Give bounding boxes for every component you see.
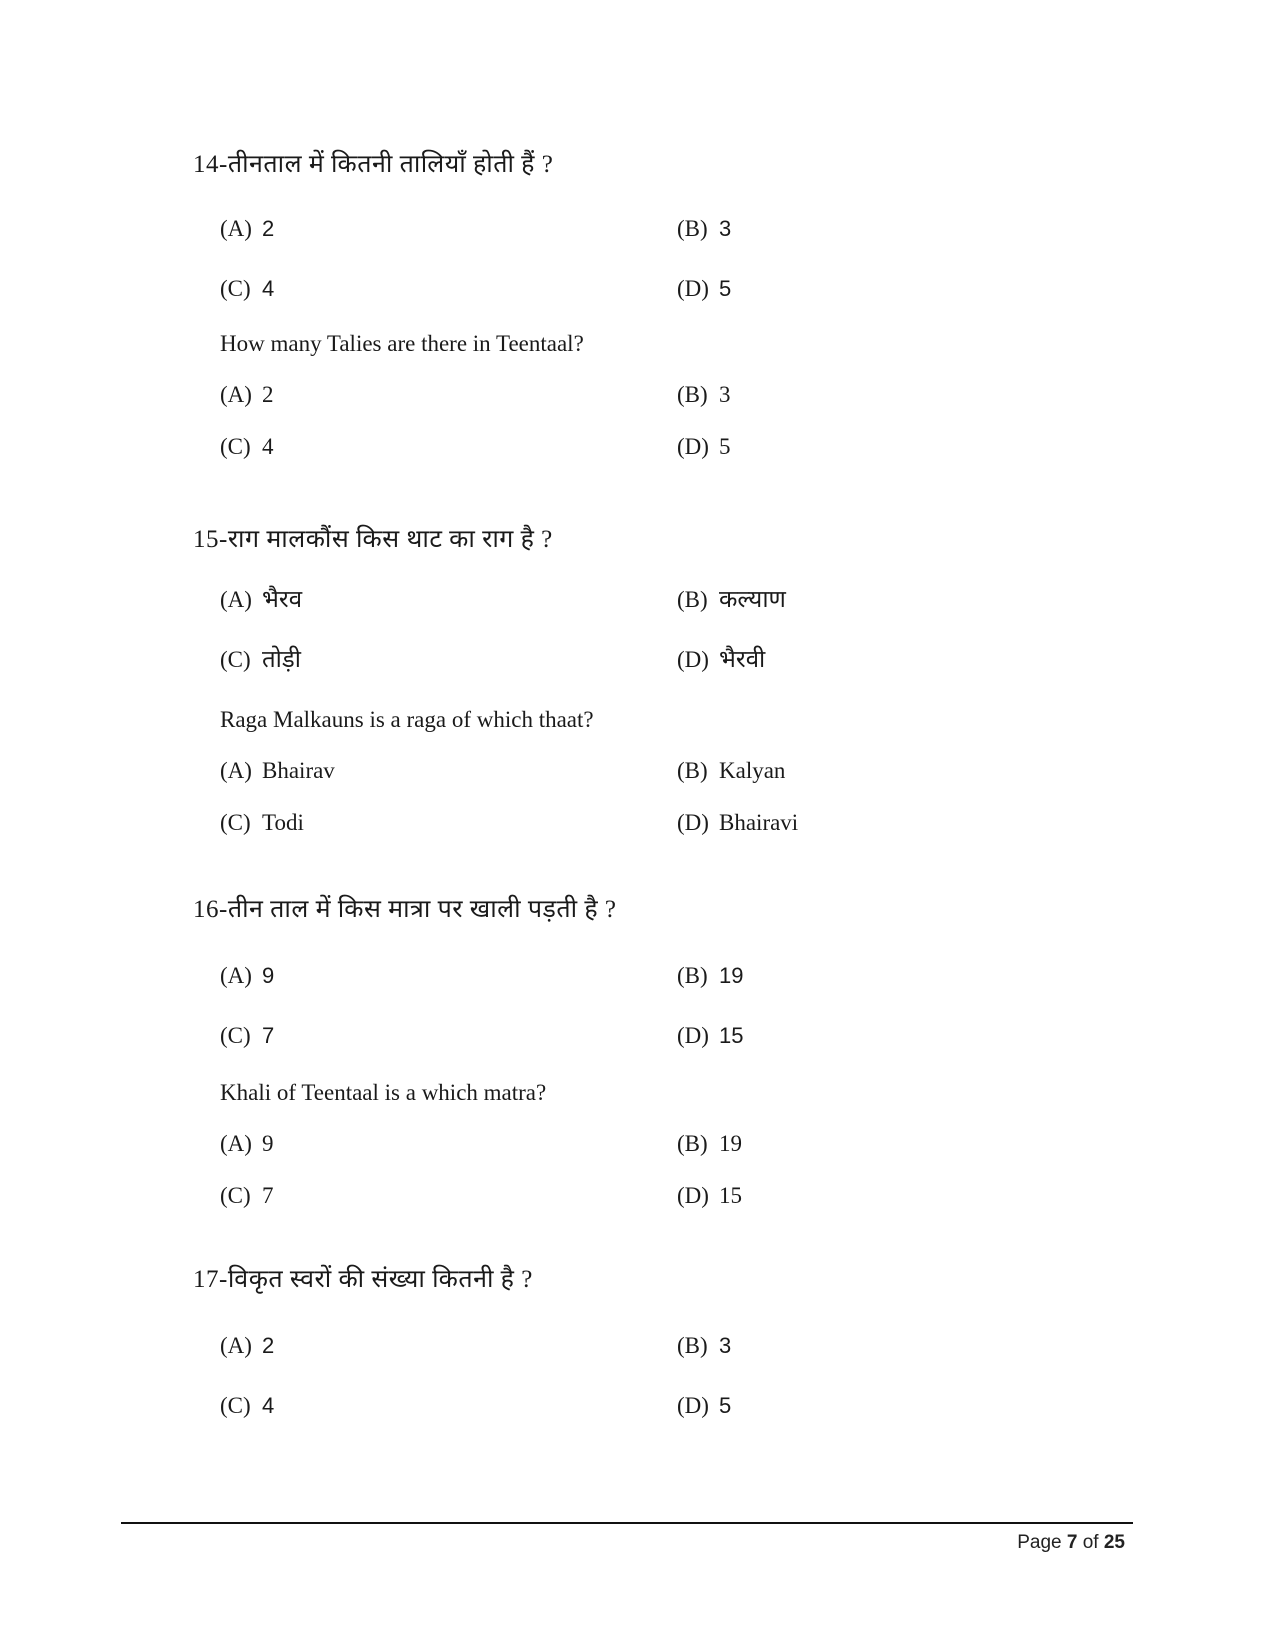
option-value: 2 [262,216,275,241]
option-label: (A) [220,382,252,407]
option-label: (B) [677,963,708,988]
option-label: (C) [220,647,251,672]
of-word: of [1082,1532,1099,1553]
option-label: (D) [677,647,709,672]
option-value: 4 [262,434,274,459]
option-label: (B) [677,216,708,241]
q17-hindi-option-d [677,1394,731,1417]
option-value: 5 [719,434,731,459]
option-value: 3 [719,1333,732,1358]
option-value: भैरवी [719,647,766,673]
option-label: (C) [220,276,251,301]
q14-english-option-a [220,383,274,406]
footer-divider [121,1522,1133,1524]
q14-english-option-c [220,435,274,458]
q15-hindi-option-c [220,648,301,672]
option-label: (C) [220,1183,251,1208]
option-value: Bhairavi [719,810,799,835]
option-label: (A) [220,216,252,241]
option-value: 5 [719,276,732,301]
question-14-hindi-text: 14-तीनताल में कितनी तालियाँ होती हैं ? [193,151,554,178]
q14-hindi-option-d [677,277,731,300]
option-value: 3 [719,216,732,241]
option-label: (B) [677,1131,708,1156]
total-pages: 25 [1103,1532,1125,1553]
option-label: (D) [677,1393,709,1418]
option-label: (B) [677,587,708,612]
q17-hindi-option-a [220,1334,274,1357]
q15-english-option-b [677,759,785,782]
option-label: (A) [220,1131,252,1156]
option-label: (C) [220,810,251,835]
option-label: (B) [677,1333,708,1358]
option-label: (B) [677,382,708,407]
q16-english-option-c [220,1184,274,1207]
q15-english-option-a [220,759,335,782]
option-value: कल्याण [719,587,786,613]
option-label: (A) [220,1333,252,1358]
option-label: (C) [220,1023,251,1048]
option-value: 15 [719,1183,742,1208]
q15-hindi-option-d [677,648,765,672]
q15-hindi-option-a [220,588,302,612]
q16-hindi-option-a [220,964,274,987]
option-value: Bhairav [262,758,335,783]
question-16-english-text: Khali of Teentaal is a which matra? [220,1080,547,1105]
option-label: (D) [677,434,709,459]
option-label: (A) [220,587,252,612]
option-value: Todi [262,810,304,835]
page-number [1017,1532,1125,1554]
option-value: 19 [719,963,744,988]
q15-english-option-c [220,811,304,834]
option-label: (C) [220,1393,251,1418]
q15-english-option-d [677,811,798,834]
question-15-hindi-text: 15-राग मालकौंस किस थाट का राग है ? [193,526,553,553]
option-label: (B) [677,758,708,783]
option-value: 5 [719,1393,732,1418]
option-value: तोड़ी [262,647,301,673]
q14-english-option-b [677,383,731,406]
option-value: भैरव [262,587,303,613]
q14-hindi-option-b [677,217,731,240]
q16-english-option-d [677,1184,742,1207]
option-label: (D) [677,276,709,301]
q14-hindi-option-a [220,217,274,240]
question-14-english-text: How many Talies are there in Teentaal? [220,331,584,356]
option-value: 15 [719,1023,744,1048]
q14-english-option-d [677,435,731,458]
q16-english-option-a [220,1132,274,1155]
question-15-english-text: Raga Malkauns is a raga of which thaat? [220,707,594,732]
q17-hindi-option-b [677,1334,731,1357]
option-label: (A) [220,758,252,783]
q14-hindi-option-c [220,277,274,300]
option-label: (D) [677,1183,709,1208]
question-17-hindi-text: 17-विकृत स्वरों की संख्या कितनी है ? [193,1266,533,1293]
option-label: (D) [677,810,709,835]
option-value: 4 [262,1393,275,1418]
option-value: 2 [262,382,274,407]
option-value: 19 [719,1131,742,1156]
q16-hindi-option-d [677,1024,743,1047]
page-word: Page [1017,1532,1062,1553]
q16-hindi-option-b [677,964,743,987]
current-page: 7 [1066,1532,1078,1553]
option-value: 9 [262,1131,274,1156]
option-label: (A) [220,963,252,988]
option-value: 4 [262,276,275,301]
option-label: (C) [220,434,251,459]
q15-hindi-option-b [677,588,786,612]
q17-hindi-option-c [220,1394,274,1417]
q16-english-option-b [677,1132,742,1155]
option-value: 7 [262,1183,274,1208]
question-16-hindi-text: 16-तीन ताल में किस मात्रा पर खाली पड़ती है ? [193,896,617,923]
option-value: 2 [262,1333,275,1358]
option-label: (D) [677,1023,709,1048]
option-value: 3 [719,382,731,407]
option-value: 9 [262,963,275,988]
option-value: 7 [262,1023,275,1048]
q16-hindi-option-c [220,1024,274,1047]
option-value: Kalyan [719,758,786,783]
